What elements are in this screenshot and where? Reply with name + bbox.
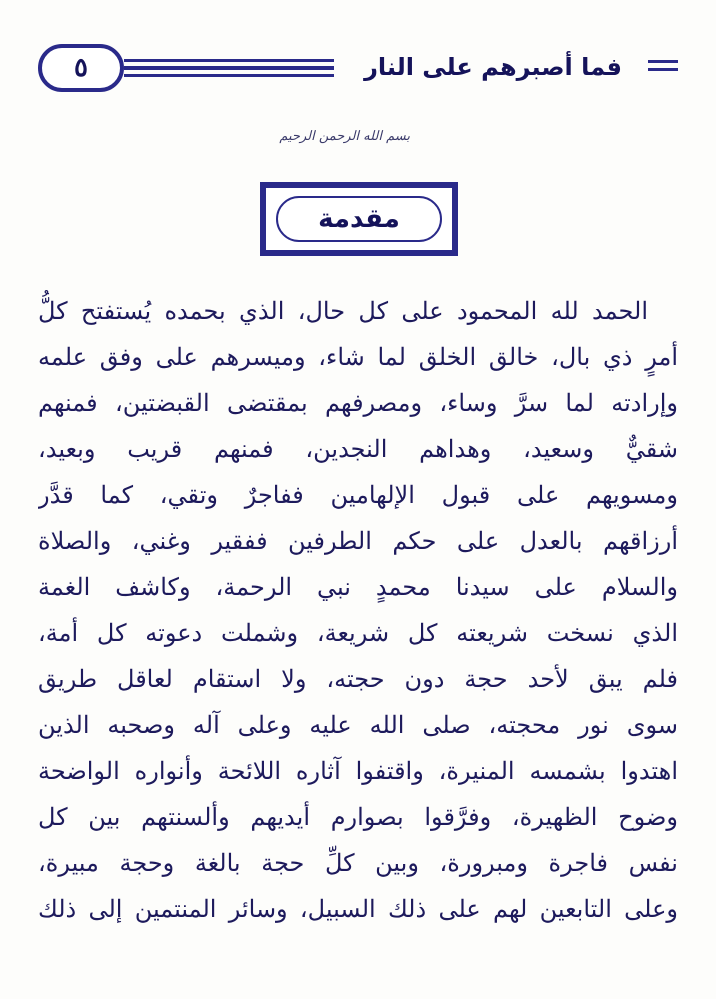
header-rule xyxy=(648,60,678,63)
page-header xyxy=(30,38,680,100)
text-line: الحمد لله المحمود على كل حال، الذي بحمده يُستفتح كلُّ xyxy=(38,297,648,325)
section-title: مقدمة xyxy=(318,204,400,234)
text-line: فلم يبق لأحد حجة دون حجته، ولا استقام لعاقل طريق xyxy=(38,665,678,693)
basmala: بسم الله الرحمن الرحيم xyxy=(279,129,410,144)
page-number-badge xyxy=(38,44,124,92)
header-rule xyxy=(648,68,678,71)
section-title-frame xyxy=(260,182,458,256)
text-line: شقيٌّ وسعيد، وهداهم النجدين، فمنهم قريب وبعيد، xyxy=(38,435,678,463)
text-line: وضوح الظهيرة، وفرَّقوا بصوارم أيديهم وألسنتهم بين كل xyxy=(38,803,678,831)
header-rule xyxy=(124,74,334,77)
running-title: فما أصبرهم على النار xyxy=(364,53,622,81)
text-line: أرزاقهم بالعدل على حكم الطرفين ففقير وغني، والصلاة xyxy=(38,527,678,555)
page-number: ٥ xyxy=(74,53,88,83)
text-line: اهتدوا بشمسه المنيرة، واقتفوا آثاره اللائحة وأنواره الواضحة xyxy=(38,757,678,785)
text-line: نفس فاجرة ومبرورة، وبين كلِّ حجة بالغة وحجة مبيرة، xyxy=(38,849,678,877)
text-line: والسلام على سيدنا محمدٍ نبي الرحمة، وكاشف الغمة xyxy=(38,573,678,601)
text-line: الذي نسخت شريعته كل شريعة، وشملت دعوته كل أمة، xyxy=(38,619,678,647)
header-rule xyxy=(124,59,334,62)
text-line: أمرٍ ذي بال، خالق الخلق لما شاء، وميسرهم على وفق علمه xyxy=(38,343,678,371)
body-text xyxy=(38,288,678,932)
text-line: وإرادته لما سرَّ وساء، ومصرفهم بمقتضى القبضتين، فمنهم xyxy=(38,389,678,417)
header-rule xyxy=(124,66,334,70)
text-line: وعلى التابعين لهم على ذلك السبيل، وسائر المنتمين إلى ذلك xyxy=(38,895,678,923)
text-line: سوى نور محجته، صلى الله عليه وعلى آله وصحبه الذين xyxy=(38,711,678,739)
text-line: ومسويهم على قبول الإلهامين ففاجرٌ وتقي، كما قدَّر xyxy=(38,481,678,509)
